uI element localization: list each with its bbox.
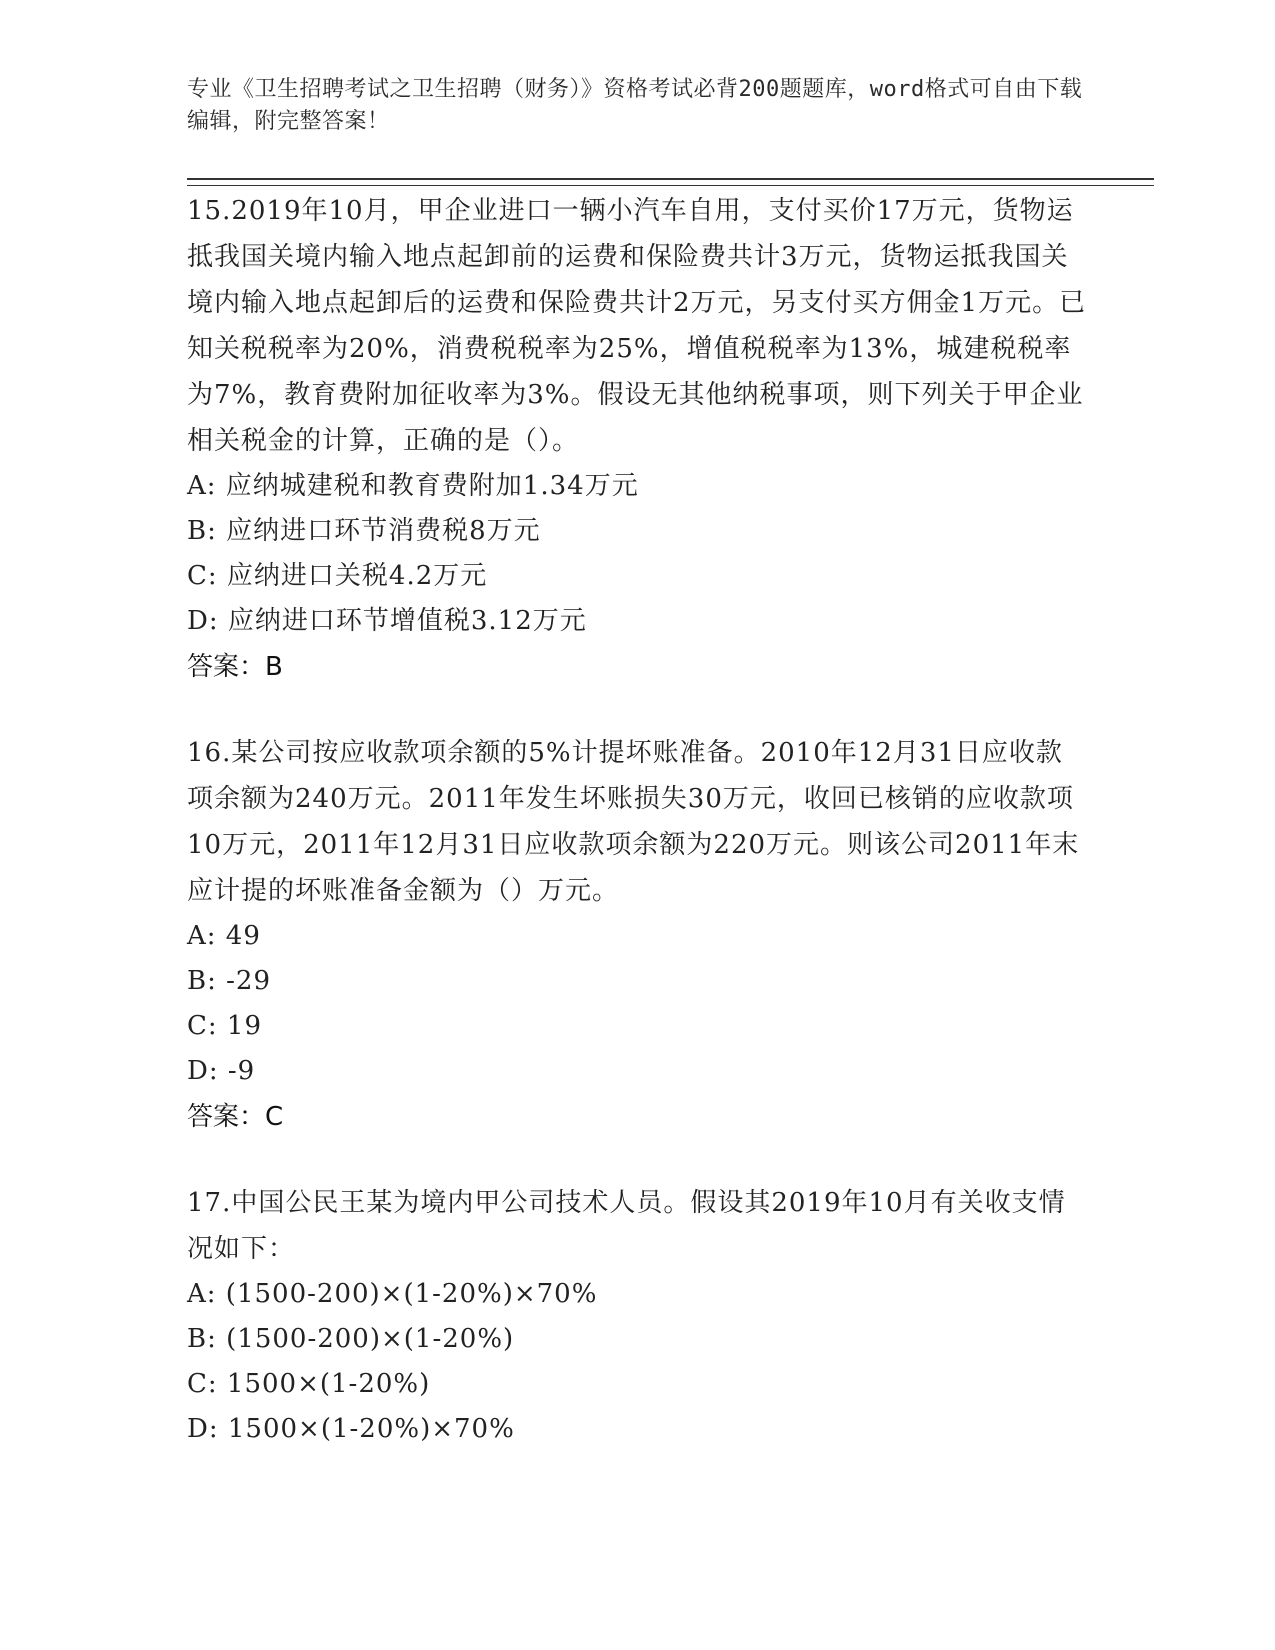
question-stem: 17.中国公民王某为境内甲公司技术人员。假设其2019年10月有关收支情况如下：	[187, 1188, 1066, 1264]
option-a: A: (1500-200)×(1-20%)×70%	[187, 1279, 598, 1309]
question-stem: 15.2019年10月，甲企业进口一辆小汽车自用，支付买价17万元，货物运抵我国关境内输入地点起卸前的运费和保险费共计3万元，货物运抵我国关境内输入地点起卸后的运费和保险费共计2万元，另支付买方佣金1万元。已知关税税率为20%，消费税税率为25%，增值税税率为13%，城建税税率为7%，教育费附加征收率为3%。假设无其他纳税事项，则下列关于甲企业相关税金的计算，正确的是（）。	[187, 196, 1087, 456]
option-d: D: -9	[187, 1056, 256, 1086]
question-16	[187, 730, 1087, 1140]
option-d: D: 1500×(1-20%)×70%	[187, 1414, 515, 1444]
option-a: A: 49	[187, 921, 261, 951]
option-c: C: 应纳进口关税4.2万元	[187, 561, 488, 591]
question-list	[187, 188, 1087, 1452]
question-17	[187, 1180, 1087, 1452]
answer-line: 答案：C	[187, 1102, 284, 1132]
option-d: D: 应纳进口环节增值税3.12万元	[187, 606, 587, 636]
question-stem: 16.某公司按应收款项余额的5%计提坏账准备。2010年12月31日应收款项余额为240万元。2011年发生坏账损失30万元，收回已核销的应收款项10万元，2011年12月31日应收款项余额为220万元。则该公司2011年末应计提的坏账准备金额为（）万元。	[187, 738, 1080, 906]
option-b: B: (1500-200)×(1-20%)	[187, 1324, 515, 1354]
answer-line: 答案：B	[187, 652, 283, 682]
option-b: B: -29	[187, 966, 271, 996]
option-c: C: 19	[187, 1011, 263, 1041]
header-divider	[187, 178, 1154, 186]
option-c: C: 1500×(1-20%)	[187, 1369, 431, 1399]
document-header: 专业《卫生招聘考试之卫生招聘（财务）》资格考试必背200题题库，word格式可自由下载编辑，附完整答案！	[187, 77, 1083, 134]
option-a: A: 应纳城建税和教育费附加1.34万元	[187, 471, 639, 501]
option-b: B: 应纳进口环节消费税8万元	[187, 516, 541, 546]
question-15	[187, 188, 1087, 690]
